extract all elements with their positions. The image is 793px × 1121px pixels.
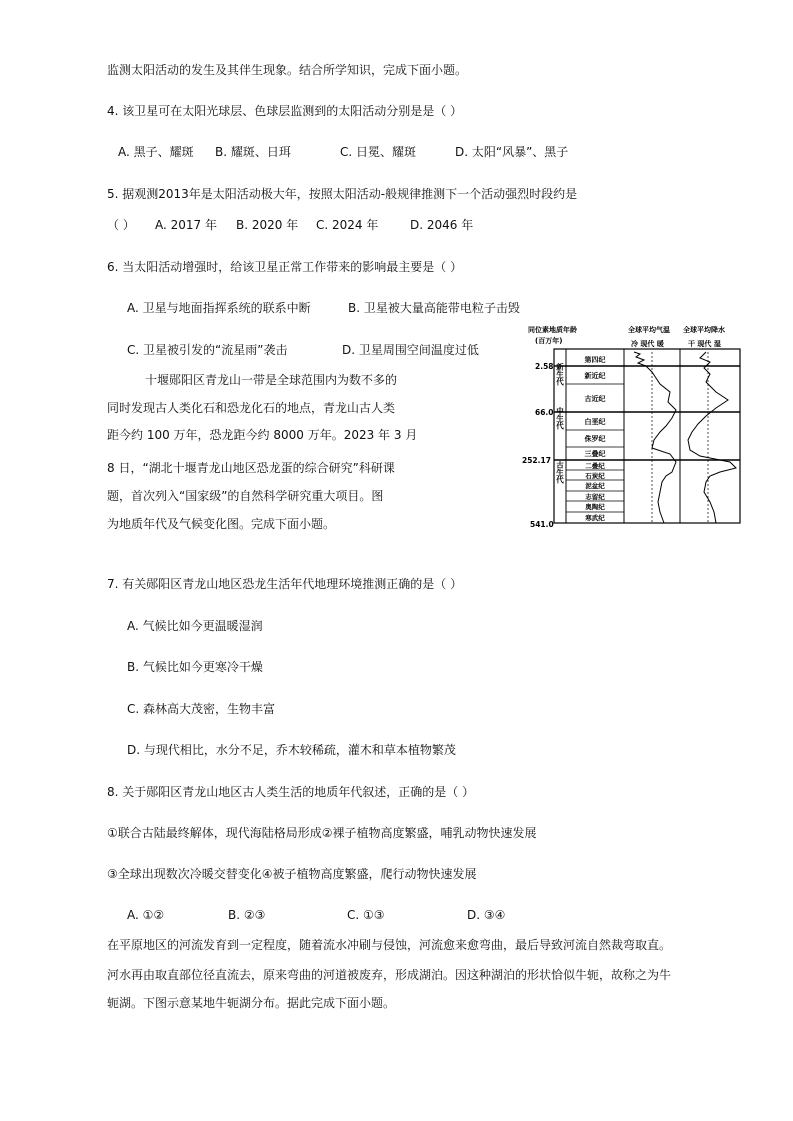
passage3-line-2: 河水再由取直部位径直流去，原来弯曲的河道被废弃，形成湖泊。因这种湖泊的形状恰似牛轭，故称之为牛 bbox=[107, 968, 672, 982]
q5-option-a: A. 2017 年 bbox=[155, 218, 217, 232]
age-label: 252.17 bbox=[522, 456, 551, 465]
period-label: 第四纪 bbox=[584, 356, 606, 364]
question-6-stem: 6. 当太阳活动增强时，给该卫星正常工作带来的影响最主要是（ ） bbox=[107, 260, 463, 274]
question-8-stem: 8. 关于郧阳区青龙山地区古人类生活的地质年代叙述，正确的是（ ） bbox=[107, 785, 475, 799]
q8-option-d: D. ③④ bbox=[467, 908, 506, 922]
q5-option-b: B. 2020 年 bbox=[236, 218, 299, 232]
age-label: 2.58 bbox=[535, 362, 554, 371]
q5-option-d: D. 2046 年 bbox=[410, 218, 474, 232]
intro-line: 监测太阳活动的发生及其伴生现象。结合所学知识，完成下面小题。 bbox=[107, 63, 468, 77]
question-7-stem: 7. 有关郧阳区青龙山地区恐龙生活年代地理环境推测正确的是（ ） bbox=[107, 577, 463, 591]
figure-col-precip: 全球平均降水 bbox=[683, 326, 725, 334]
era-mesozoic: 中生代 bbox=[555, 406, 565, 430]
period-label: 奥陶纪 bbox=[585, 503, 605, 511]
precipitation-curve bbox=[688, 352, 736, 523]
q7-option-b: B. 气候比如今更寒冷干燥 bbox=[127, 660, 263, 674]
passage3-line-1: 在平原地区的河流发育到一定程度，随着流水冲刷与侵蚀，河流愈来愈弯曲，最后导致河流自然裁弯取直。 bbox=[107, 938, 672, 952]
age-label: 541.0 bbox=[530, 520, 554, 529]
figure-col-temp-scale: 冷 现代 暖 bbox=[631, 340, 664, 348]
q6-option-c: C. 卫星被引发的“流星雨”袭击 bbox=[127, 343, 288, 357]
q4-option-d: D. 太阳“风暴”、黑子 bbox=[455, 145, 569, 159]
period-label: 古近纪 bbox=[584, 395, 606, 403]
period-label: 二叠纪 bbox=[585, 462, 605, 470]
q6-option-a: A. 卫星与地面指挥系统的联系中断 bbox=[127, 301, 311, 315]
q5-bracket: （ ） bbox=[107, 218, 135, 232]
q8-statement-2: ③全球出现数次冷暖交替变化④被子植物高度繁盛，爬行动物快速发展 bbox=[107, 867, 477, 881]
period-label: 白垩纪 bbox=[584, 418, 606, 426]
period-label: 志留纪 bbox=[585, 493, 605, 501]
passage2-line-1: 十堰郧阳区青龙山一带是全球范围内为数不多的 bbox=[145, 373, 398, 387]
period-label: 泥盆纪 bbox=[585, 482, 605, 490]
q8-option-c: C. ①③ bbox=[347, 908, 385, 922]
age-label: 66.0 bbox=[535, 408, 554, 417]
temperature-curve bbox=[634, 352, 676, 523]
period-label: 三叠纪 bbox=[584, 450, 606, 458]
geologic-climate-figure bbox=[520, 322, 750, 532]
figure-col-age: 同位素地质年龄 bbox=[528, 326, 577, 334]
era-paleozoic: 古生代 bbox=[555, 460, 565, 484]
passage2-line-3: 距今约 100 万年，恐龙距今约 8000 万年。2023 年 3 月 bbox=[107, 428, 418, 442]
figure-frame bbox=[554, 349, 740, 523]
q4-option-b: B. 耀斑、日珥 bbox=[215, 145, 291, 159]
q7-option-d: D. 与现代相比，水分不足，乔木较稀疏，灌木和草本植物繁茂 bbox=[127, 743, 456, 757]
passage2-line-4: 8 日，“湖北十堰青龙山地区恐龙蛋的综合研究”科研课 bbox=[107, 461, 395, 475]
q8-option-a: A. ①② bbox=[127, 908, 165, 922]
figure-col-precip-scale: 干 现代 湿 bbox=[688, 340, 721, 348]
q7-option-c: C. 森林高大茂密，生物丰富 bbox=[127, 702, 276, 716]
q5-option-c: C. 2024 年 bbox=[316, 218, 379, 232]
passage3-line-3: 轭湖。下图示意某地牛轭湖分布。据此完成下面小题。 bbox=[107, 996, 396, 1010]
period-label: 石炭纪 bbox=[585, 472, 605, 480]
passage2-line-6: 为地质年代及气候变化图。完成下面小题。 bbox=[107, 517, 336, 531]
figure-col-age-unit: (百万年) bbox=[535, 337, 563, 345]
question-4-stem: 4. 该卫星可在太阳光球层、色球层监测到的太阳活动分别是是（ ） bbox=[107, 104, 463, 118]
figure-col-temp: 全球平均气温 bbox=[628, 326, 670, 334]
era-cenozoic: 新生代 bbox=[555, 362, 565, 386]
q8-option-b: B. ②③ bbox=[228, 908, 266, 922]
question-5-stem: 5. 据观测2013年是太阳活动极大年，按照太阳活动-般规律推测下一个活动强烈时段约是 bbox=[107, 187, 578, 201]
period-label: 新近纪 bbox=[584, 372, 606, 380]
q7-option-a: A. 气候比如今更温暖湿润 bbox=[127, 619, 263, 633]
q8-statement-1: ①联合古陆最终解体，现代海陆格局形成②裸子植物高度繁盛，哺乳动物快速发展 bbox=[107, 826, 537, 840]
q6-option-d: D. 卫星周围空间温度过低 bbox=[342, 343, 479, 357]
passage2-line-2: 同时发现古人类化石和恐龙化石的地点，青龙山古人类 bbox=[107, 401, 396, 415]
period-label: 寒武纪 bbox=[585, 514, 605, 522]
q4-option-a: A. 黑子、耀斑 bbox=[118, 145, 194, 159]
q6-option-b: B. 卫星被大量高能带电粒子击毁 bbox=[348, 301, 520, 315]
passage2-line-5: 题，首次列入“国家级”的自然科学研究重大项目。图 bbox=[107, 489, 384, 503]
period-label: 侏罗纪 bbox=[584, 435, 606, 443]
q4-option-c: C. 日冕、耀斑 bbox=[340, 145, 417, 159]
